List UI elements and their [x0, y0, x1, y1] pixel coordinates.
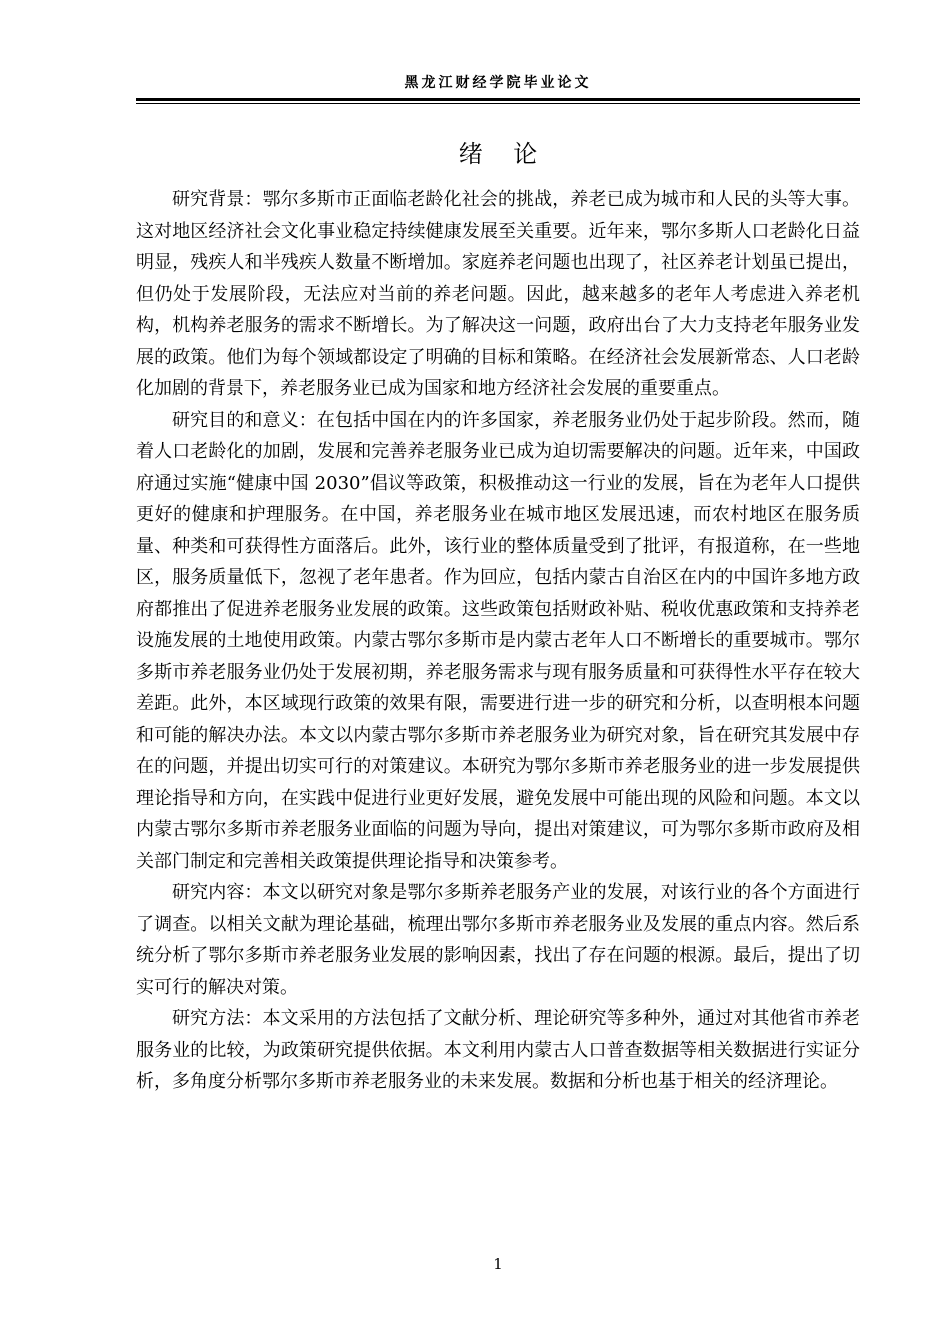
chapter-title: 绪 论	[458, 140, 538, 168]
header-rule-thick	[136, 98, 860, 101]
paragraph-research-background: 研究背景：鄂尔多斯市正面临老龄化社会的挑战，养老已成为城市和人民的头等大事。这对地区经济社会文化事业稳定持续健康发展至关重要。近年来，鄂尔多斯人口老龄化日益明显，残疾人和半残疾人数量不断增加。家庭养老问题也出现了，社区养老计划虽已提出，但仍处于发展阶段，无法应对当前的养老问题。因此，越来越多的老年人考虑进入养老机构，机构养老服务的需求不断增长。为了解决这一问题，政府出台了大力支持老年服务业发展的政策。他们为每个领域都设定了明确的目标和策略。在经济社会发展新常态、人口老龄化加剧的背景下，养老服务业已成为国家和地方经济社会发展的重要重点。	[136, 189, 860, 399]
paragraph-research-method: 研究方法：本文采用的方法包括了文献分析、理论研究等多种外，通过对其他省市养老服务业的比较，为政策研究提供依据。本文利用内蒙古人口普查数据等相关数据进行实证分析，多角度分析鄂尔多斯市养老服务业的未来发展。数据和分析也基于相关的经济理论。	[136, 1008, 860, 1092]
header-rule-thin	[136, 103, 860, 104]
paragraph-research-content: 研究内容：本文以研究对象是鄂尔多斯养老服务产业的发展，对该行业的各个方面进行了调查。以相关文献为理论基础，梳理出鄂尔多斯市养老服务业及发展的重点内容。然后系统分析了鄂尔多斯市养老服务业发展的影响因素，找出了存在问题的根源。最后，提出了切实可行的解决对策。	[136, 882, 860, 998]
running-header: 黑龙江财经学院毕业论文	[404, 75, 592, 91]
page-number: 1	[493, 1255, 503, 1273]
body-text	[136, 184, 860, 1098]
paragraph-research-purpose: 研究目的和意义：在包括中国在内的许多国家，养老服务业仍处于起步阶段。然而，随着人口老龄化的加剧，发展和完善养老服务业已成为迫切需要解决的问题。近年来，中国政府通过实施“健康中国 2030”倡议等政策，积极推动这一行业的发展，旨在为老年人口提供更好的健康和护理服务。在中国，养老服务业在城市地区发展迅速，而农村地区在服务质量、种类和可获得性方面落后。此外，该行业的整体质量受到了批评，有报道称，在一些地区，服务质量低下，忽视了老年患者。作为回应，包括内蒙古自治区在内的中国许多地方政府都推出了促进养老服务业发展的政策。这些政策包括财政补贴、税收优惠政策和支持养老设施发展的土地使用政策。内蒙古鄂尔多斯市是内蒙古老年人口不断增长的重要城市。鄂尔多斯市养老服务业仍处于发展初期，养老服务需求与现有服务质量和可获得性水平存在较大差距。此外，本区域现行政策的效果有限，需要进行进一步的研究和分析，以查明根本问题和可能的解决办法。本文以内蒙古鄂尔多斯市养老服务业为研究对象，旨在研究其发展中存在的问题，并提出切实可行的对策建议。本研究为鄂尔多斯市养老服务业的进一步发展提供理论指导和方向，在实践中促进行业更好发展，避免发展中可能出现的风险和问题。本文以内蒙古鄂尔多斯市养老服务业面临的问题为导向，提出对策建议，可为鄂尔多斯市政府及相关部门制定和完善相关政策提供理论指导和决策参考。	[136, 409, 860, 872]
